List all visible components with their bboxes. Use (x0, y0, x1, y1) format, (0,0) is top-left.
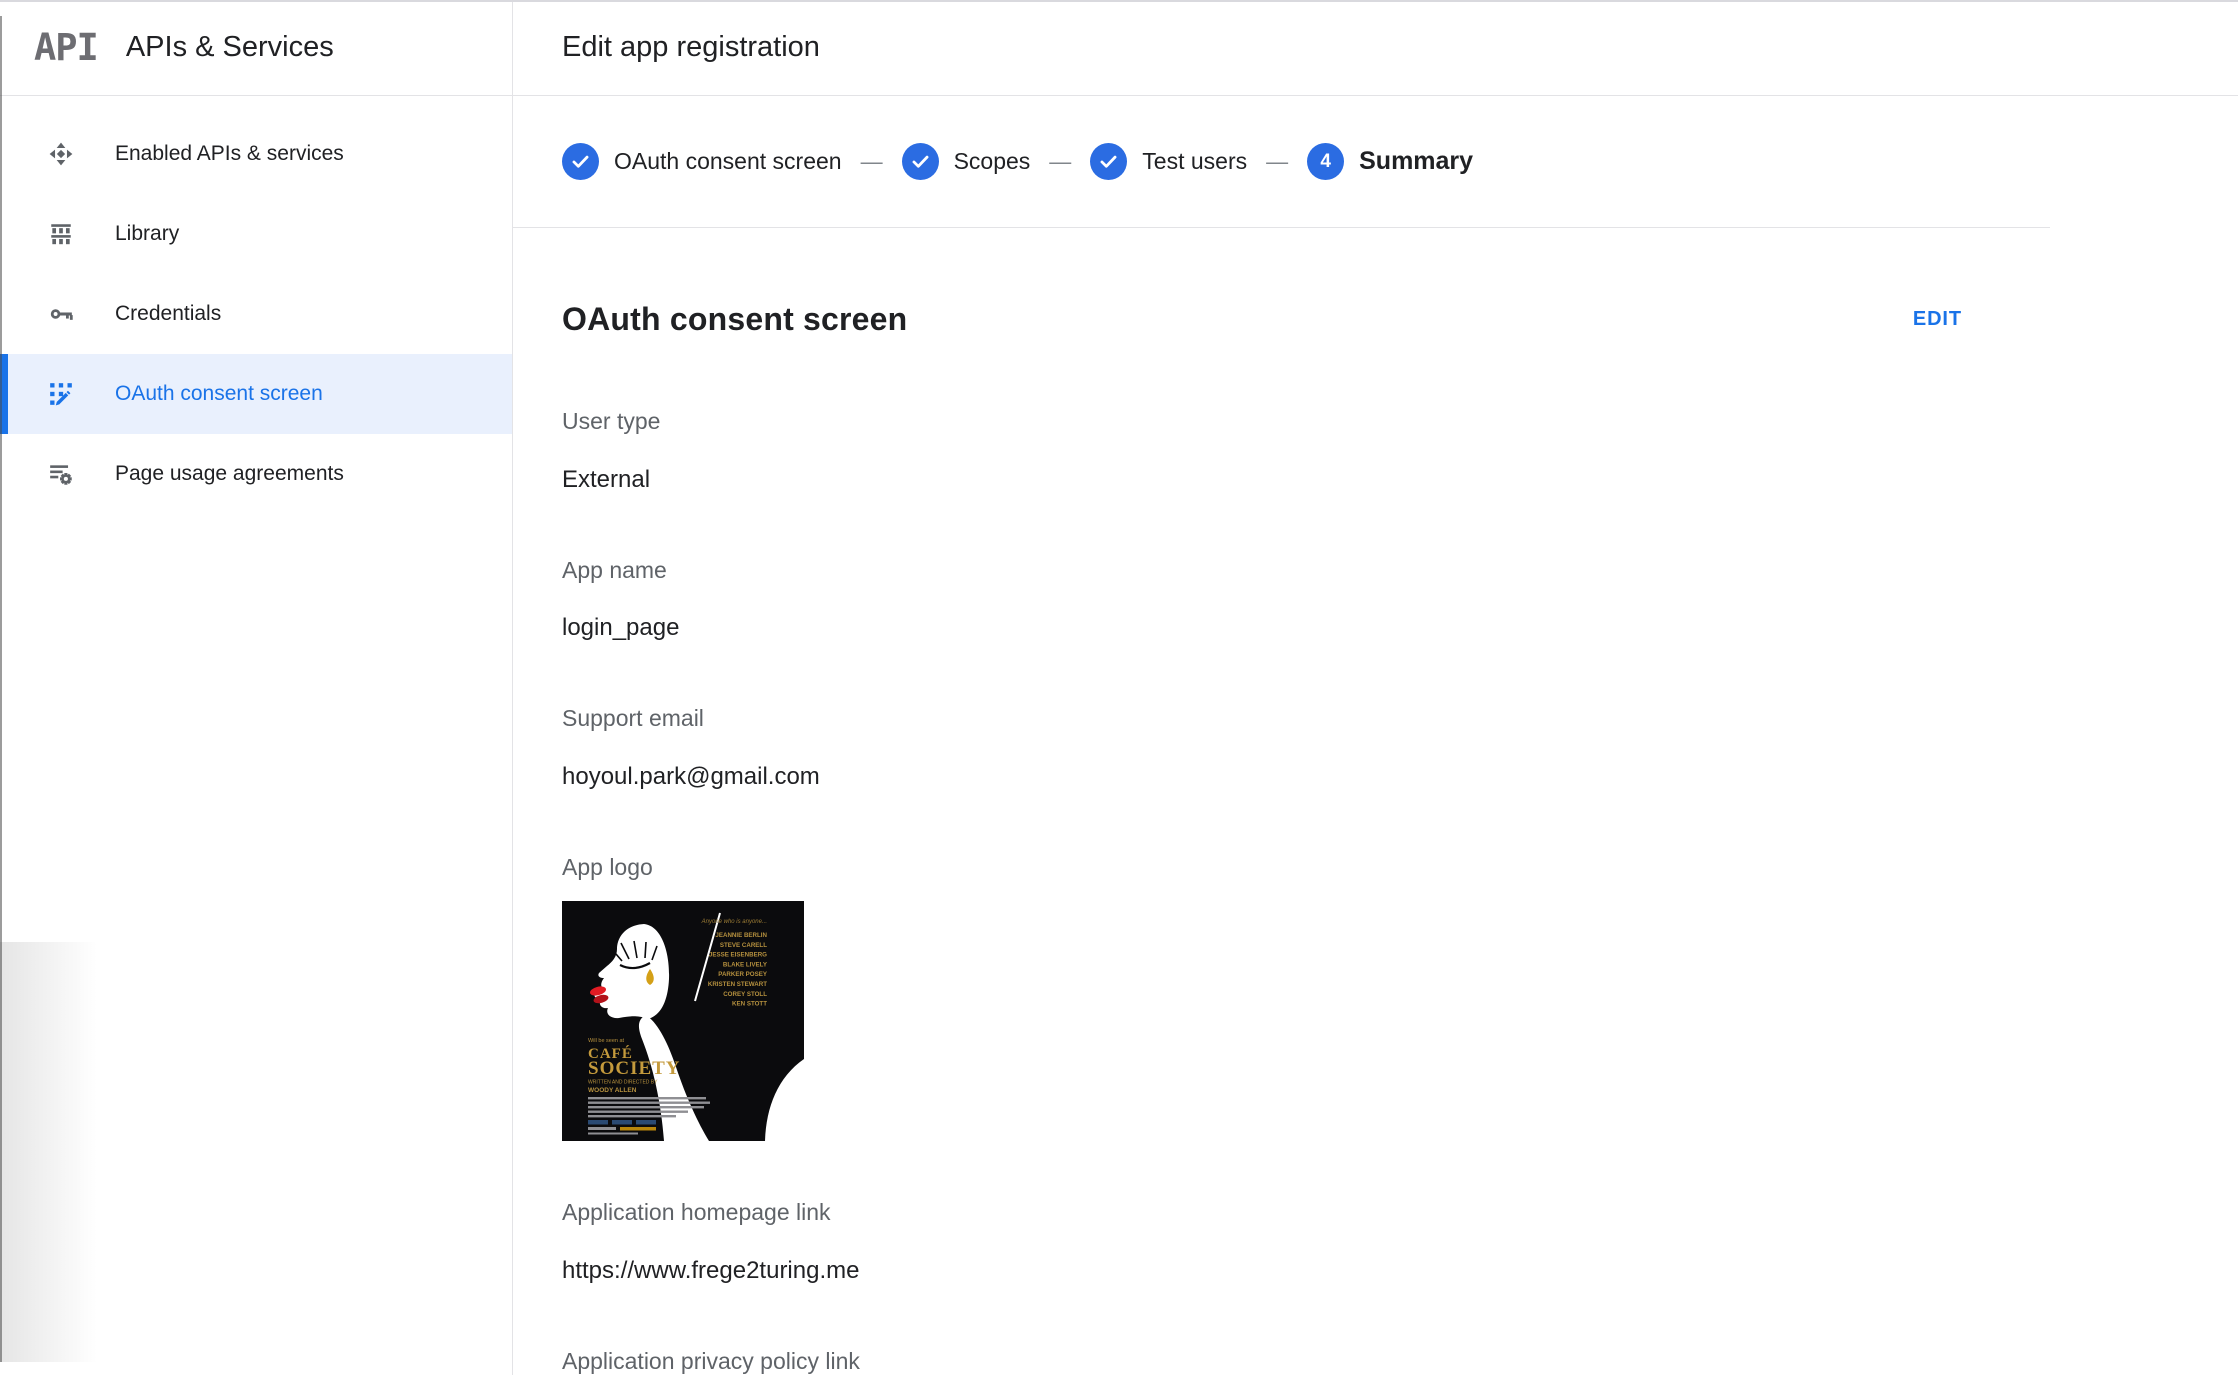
step-number: 4 (1320, 150, 1331, 172)
section-title: OAuth consent screen (562, 301, 908, 337)
product-title: APIs & Services (125, 31, 334, 63)
step-check-circle (562, 143, 599, 180)
check-icon (910, 151, 931, 172)
step-test-users[interactable] (1090, 143, 1247, 180)
field-label: Support email (562, 705, 704, 732)
poster-seen-at: Will be seen at (588, 1038, 625, 1045)
page-title: Edit app registration (562, 31, 820, 63)
field-value: External (562, 465, 651, 493)
sidebar-item-label: Enabled APIs & services (115, 142, 344, 165)
section-head (562, 300, 1964, 338)
field-app-name (562, 557, 1964, 643)
sidebar-item-label: OAuth consent screen (115, 382, 323, 405)
poster-cast-name: KEN STOTT (732, 1000, 767, 1008)
library-icon (48, 221, 82, 247)
step-oauth-consent-screen[interactable] (562, 143, 842, 180)
field-label: Application privacy policy link (562, 1347, 860, 1374)
field-value: login_page (562, 614, 680, 642)
edit-button[interactable]: EDIT (1912, 307, 1962, 330)
sidebar-item-label: Library (115, 222, 180, 245)
enabled-apis-icon (48, 141, 82, 167)
step-separator: — (1266, 148, 1289, 174)
sidebar (0, 96, 513, 1375)
field-value: https://www.frege2turing.me (562, 1256, 860, 1284)
poster-title-line1: CAFÉ (588, 1046, 633, 1063)
step-separator: — (860, 148, 883, 174)
oauth-consent-icon (48, 381, 82, 407)
sidebar-item-page-usage-agreements[interactable] (0, 434, 512, 514)
field-app-logo (562, 854, 1964, 1142)
step-label: Test users (1142, 148, 1248, 174)
step-check-circle (1090, 143, 1127, 180)
field-user-type (562, 408, 1964, 494)
oauth-consent-summary-section (562, 300, 1964, 1375)
step-number-circle (1307, 143, 1344, 180)
field-label: Application homepage link (562, 1199, 831, 1226)
check-icon (570, 151, 591, 172)
registration-stepper (513, 96, 2050, 228)
step-label: OAuth consent screen (614, 148, 842, 174)
sidebar-item-oauth-consent[interactable] (0, 354, 512, 434)
step-scopes[interactable] (902, 143, 1031, 180)
field-value: hoyoul.park@gmail.com (562, 762, 820, 790)
poster-director: WOODY ALLEN (588, 1087, 637, 1095)
step-check-circle (902, 143, 939, 180)
page-agreements-icon (48, 461, 82, 487)
step-separator: — (1049, 148, 1072, 174)
field-privacy-policy-link (562, 1348, 1964, 1375)
step-label: Scopes (953, 148, 1031, 174)
sidebar-header (0, 0, 513, 96)
poster-cast-name: KRISTEN STEWART (707, 981, 767, 989)
field-homepage-link (562, 1199, 1964, 1285)
field-label: App name (562, 556, 667, 583)
window-left-edge (0, 16, 2, 1362)
sidebar-item-enabled-apis[interactable] (0, 114, 512, 194)
sidebar-item-label: Credentials (115, 302, 222, 325)
api-logo: API (34, 26, 98, 69)
sidebar-item-label: Page usage agreements (115, 462, 344, 485)
poster-cast-name: BLAKE LIVELY (722, 961, 767, 969)
page-header (513, 0, 2238, 96)
poster-tagline: Anyone who is anyone... (701, 919, 767, 926)
app-logo-image (562, 901, 804, 1141)
poster-cast-name: PARKER POSEY (718, 971, 767, 979)
step-summary[interactable] (1307, 143, 1473, 180)
poster-title-line2: SOCIETY (588, 1058, 681, 1080)
sidebar-item-credentials[interactable] (0, 274, 512, 354)
check-icon (1098, 151, 1119, 172)
field-support-email (562, 705, 1964, 791)
sidebar-item-library[interactable] (0, 194, 512, 274)
poster-cast-name: JEANNIE BERLIN (715, 932, 767, 940)
poster-written-by: WRITTEN AND DIRECTED BY (588, 1079, 658, 1086)
step-label: Summary (1359, 147, 1474, 175)
poster-cast-name: STEVE CARELL (719, 941, 767, 949)
poster-cast-name: JESSE EISENBERG (708, 951, 767, 959)
field-label: App logo (562, 853, 653, 880)
poster-cast-name: COREY STOLL (723, 990, 767, 998)
key-icon (48, 301, 82, 327)
window-top-edge (0, 0, 2238, 2)
main-content (513, 96, 2238, 1375)
field-label: User type (562, 408, 661, 435)
